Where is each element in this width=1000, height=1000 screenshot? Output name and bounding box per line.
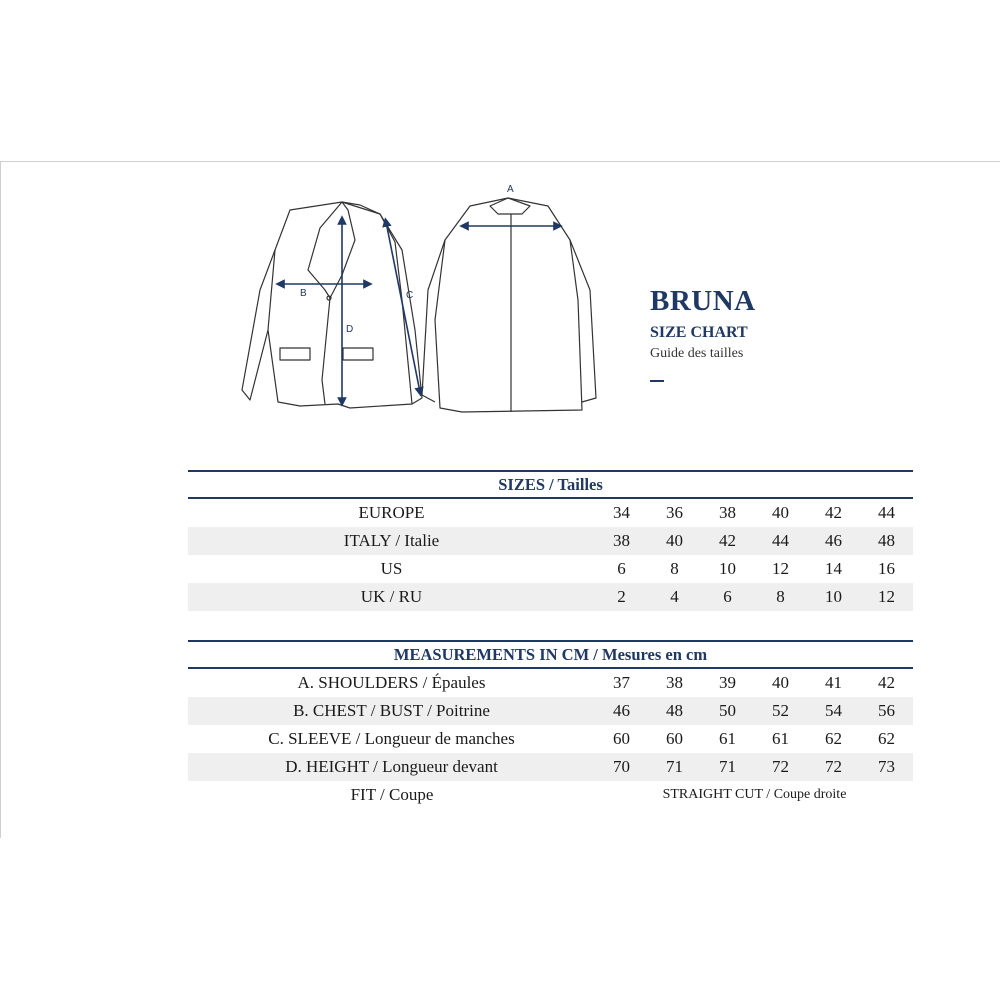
table-row (188, 753, 913, 781)
table-cell: 10 (719, 559, 736, 578)
table-cell: 52 (772, 701, 789, 720)
label-b: B (300, 288, 307, 299)
table-cell: 50 (719, 701, 736, 720)
row-values (595, 503, 913, 523)
row-label: EUROPE (358, 503, 425, 522)
table-cell: 40 (772, 503, 789, 522)
table-cell: 46 (825, 531, 842, 550)
table-cell: 36 (666, 503, 683, 522)
row-values (595, 673, 913, 693)
sizes-header: SIZES / Tailles (188, 472, 913, 499)
table-cell: 38 (719, 503, 736, 522)
table-cell: 44 (878, 503, 895, 522)
table-cell: 71 (719, 757, 736, 776)
table-cell: 41 (825, 673, 842, 692)
table-cell: 72 (825, 757, 842, 776)
row-values (595, 559, 913, 579)
table-cell: 14 (825, 559, 842, 578)
table-cell: 71 (666, 757, 683, 776)
table-cell: 61 (719, 729, 736, 748)
table-cell: 6 (723, 587, 732, 606)
label-d: D (346, 324, 354, 335)
table-cell: 73 (878, 757, 895, 776)
row-label: D. HEIGHT / Longueur devant (285, 757, 498, 776)
table-cell: 44 (772, 531, 789, 550)
table-cell: 42 (719, 531, 736, 550)
table-cell: 48 (666, 701, 683, 720)
table-cell: 8 (670, 559, 679, 578)
table-cell: 61 (772, 729, 789, 748)
table-row (188, 583, 913, 611)
table-cell: 16 (878, 559, 895, 578)
table-cell: 56 (878, 701, 895, 720)
table-cell: 62 (878, 729, 895, 748)
measurements-header: MEASUREMENTS IN CM / Mesures en cm (188, 642, 913, 669)
measurements-table (188, 640, 913, 809)
fit-label: FIT / Coupe (350, 785, 434, 804)
fit-row (188, 781, 913, 809)
row-values (595, 729, 913, 749)
table-cell: 48 (878, 531, 895, 550)
table-row (188, 725, 913, 753)
row-label: A. SHOULDERS / Épaules (297, 673, 486, 692)
table-cell: 40 (666, 531, 683, 550)
table-row (188, 669, 913, 697)
table-row (188, 697, 913, 725)
row-values (595, 531, 913, 551)
sizes-table (188, 470, 913, 611)
row-values (595, 701, 913, 721)
row-values (595, 587, 913, 607)
table-cell: 42 (878, 673, 895, 692)
table-cell: 10 (825, 587, 842, 606)
brand-divider (650, 380, 664, 382)
sizes-rows (188, 499, 913, 611)
table-row (188, 555, 913, 583)
fit-value: STRAIGHT CUT / Coupe droite (662, 787, 847, 802)
table-cell: 38 (666, 673, 683, 692)
size-chart-subtitle-fr: Guide des tailles (650, 346, 744, 361)
table-row (188, 527, 913, 555)
table-cell: 60 (613, 729, 630, 748)
table-cell: 46 (613, 701, 630, 720)
table-cell: 37 (613, 673, 630, 692)
row-label: ITALY / Italie (343, 531, 440, 550)
table-cell: 72 (772, 757, 789, 776)
product-name: BRUNA (650, 285, 756, 317)
table-cell: 54 (825, 701, 842, 720)
table-cell: 40 (772, 673, 789, 692)
table-cell: 70 (613, 757, 630, 776)
table-cell: 8 (776, 587, 785, 606)
jacket-sketch (230, 180, 620, 425)
table-cell: 6 (617, 559, 626, 578)
table-cell: 4 (670, 587, 679, 606)
row-label: B. CHEST / BUST / Poitrine (293, 701, 490, 720)
brand-block (650, 284, 756, 382)
table-cell: 62 (825, 729, 842, 748)
row-values (595, 757, 913, 777)
table-cell: 34 (613, 503, 630, 522)
size-chart-title: SIZE CHART (650, 324, 748, 341)
table-cell: 42 (825, 503, 842, 522)
table-cell: 12 (878, 587, 895, 606)
row-label: US (380, 559, 403, 578)
table-cell: 12 (772, 559, 789, 578)
measurement-rows (188, 669, 913, 781)
table-cell: 38 (613, 531, 630, 550)
label-a: A (507, 184, 514, 195)
table-cell: 2 (617, 587, 626, 606)
table-row (188, 499, 913, 527)
table-cell: 39 (719, 673, 736, 692)
row-label: C. SLEEVE / Longueur de manches (268, 729, 515, 748)
label-c: C (406, 290, 414, 301)
table-cell: 60 (666, 729, 683, 748)
row-label: UK / RU (360, 587, 423, 606)
